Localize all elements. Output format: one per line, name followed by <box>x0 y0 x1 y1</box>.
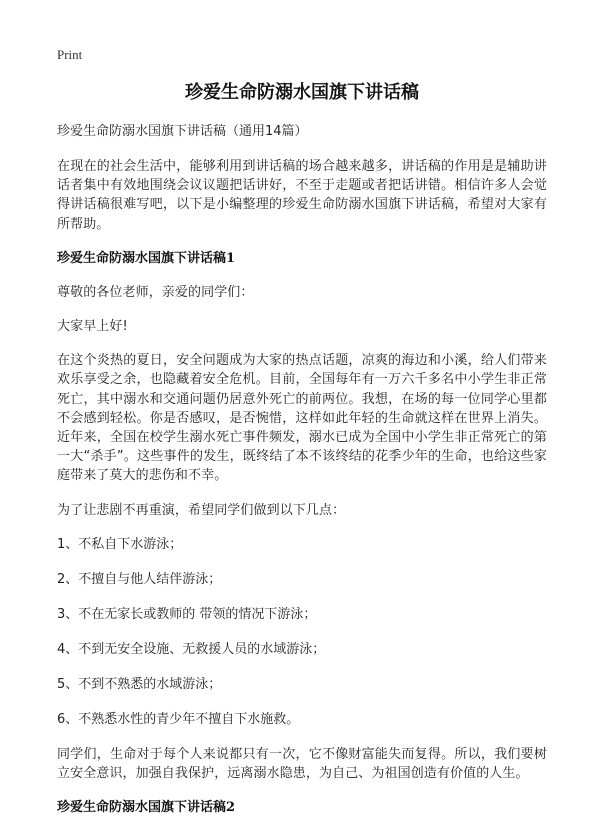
print-link[interactable]: Print <box>57 47 83 62</box>
list-item: 2、不擅自与他人结伴游泳； <box>57 571 222 587</box>
section-heading-2: 珍爱生命防溺水国旗下讲话稿2 <box>57 800 236 816</box>
document-subtitle: 珍爱生命防溺水国旗下讲话稿（通用14篇） <box>57 124 308 139</box>
list-intro: 为了让悲剧不再重演，希望同学们做到以下几点： <box>57 502 346 518</box>
page-title: 珍爱生命防溺水国旗下讲话稿 <box>185 82 419 103</box>
greeting: 大家早上好! <box>57 319 128 335</box>
body-paragraph: 在这个炎热的夏日，安全问题成为大家的热点话题，凉爽的海边和小溪，给人们带来欢乐享受之余，也隐藏着安全危机。目前，全国每年有一万六千多名中小学生非正常死亡，其中溺水和交通问题仍居意外死亡的前两位。我想，在场的每一位同学心里都不会感到轻松。你是否感叹，是否惋惜，这样如此年轻的生命就这样在世界上消失。近年来，全国在校学生溺水死亡事件频发，溺水已成为全国中小学生非正常死亡的第一大“杀手”。这些事件的发生，既终结了本不该终结的花季少年的生命，也给这些家庭带来了莫大的悲伤和不幸。 <box>57 353 547 484</box>
salutation: 尊敬的各位老师，亲爱的同学们： <box>57 284 254 300</box>
list-item: 4、不到无安全设施、无救援人员的水域游泳； <box>57 641 326 657</box>
intro-paragraph: 在现在的社会生活中，能够利用到讲话稿的场合越来越多，讲话稿的作用是是辅助讲话者集中有效地围绕会议议题把话讲好，不至于走题或者把话讲错。相信许多人会觉得讲话稿很难写吧，以下是小编整理的珍爱生命防溺水国旗下讲话稿，希望对大家有所帮助。 <box>57 159 547 232</box>
closing-paragraph: 同学们，生命对于每个人来说都只有一次，它不像财富能失而复得。所以，我们要树立安全意识，加强自我保护，远离溺水隐患，为自己、为祖国创造有价值的人生。 <box>57 746 547 782</box>
list-item: 6、不熟悉水性的青少年不擅自下水施救。 <box>57 711 300 727</box>
list-item: 1、不私自下水游泳； <box>57 536 183 552</box>
section-heading-1: 珍爱生命防溺水国旗下讲话稿1 <box>57 250 236 266</box>
list-item: 5、不到不熟悉的水域游泳； <box>57 676 222 692</box>
list-item: 3、不在无家长或教师的 带领的情况下游泳； <box>57 606 317 622</box>
document-body <box>57 122 547 832</box>
